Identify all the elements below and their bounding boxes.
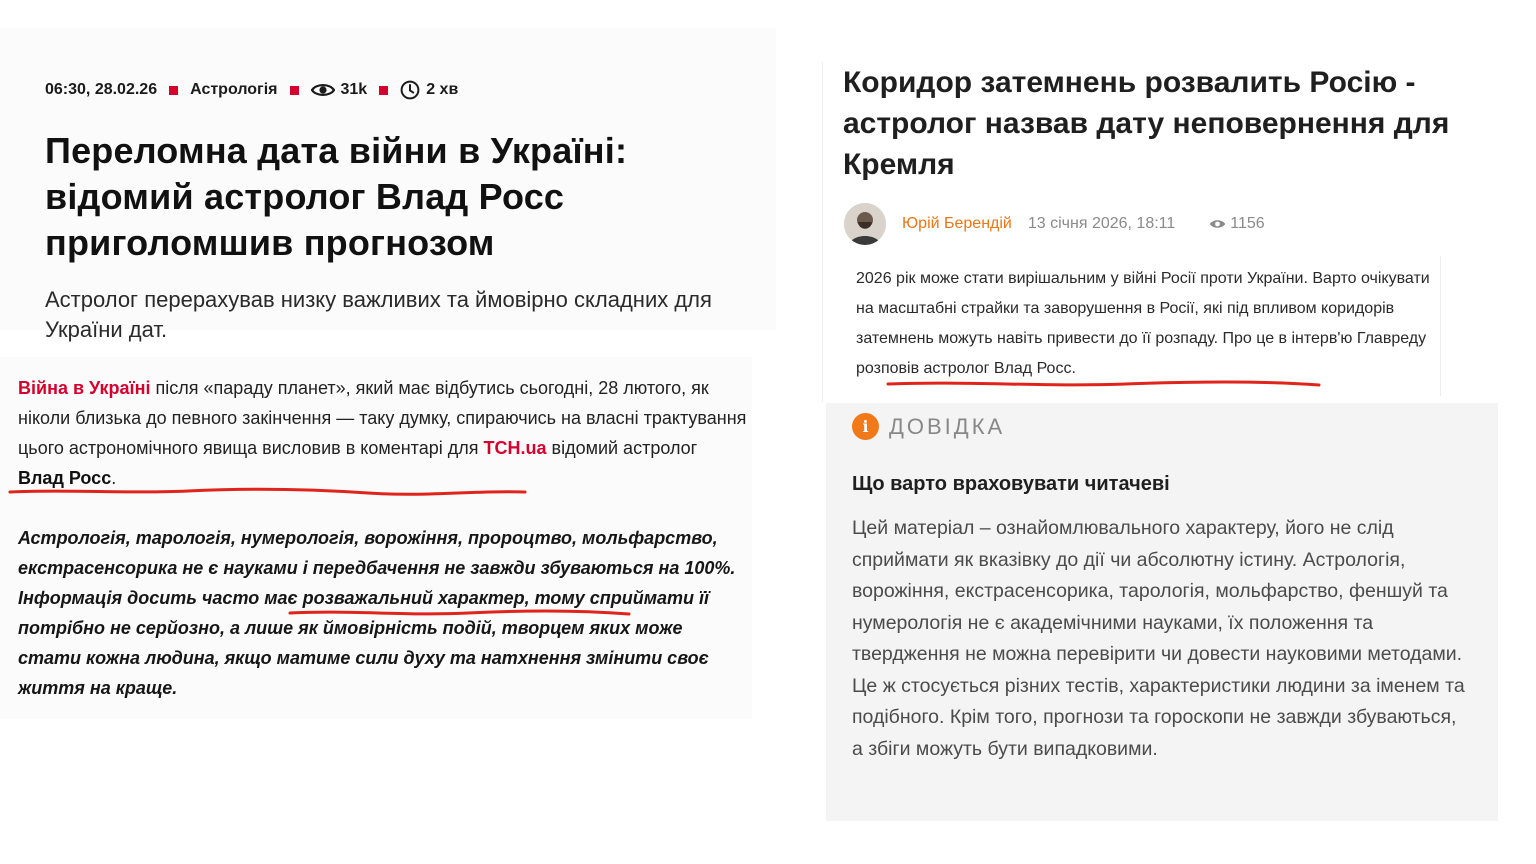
author-link[interactable]: Юрій Берендій — [902, 215, 1012, 232]
divider — [1440, 256, 1441, 396]
info-title: Що варто враховувати читачеві — [852, 473, 1170, 495]
red-underline-annotation — [288, 607, 632, 619]
views-value: 1156 — [1230, 215, 1265, 232]
eye-icon — [311, 82, 335, 98]
paragraph-text: . — [111, 468, 117, 488]
article-title: Переломна дата війни в Україні: відомий астролог Влад Росс приголомшив прогнозом — [45, 130, 628, 263]
info-label: ДОВІДКА — [889, 413, 1006, 439]
tsn-article-header — [0, 28, 776, 342]
tsn-link[interactable]: ТСН.ua — [483, 438, 547, 458]
separator-square — [379, 86, 388, 95]
tsn-article-body — [0, 357, 752, 719]
article-paragraph: 2026 рік може стати вирішальним у війні Росії проти України. Варто очікувати на масштабні страйки та заворушення в Росії, які під впливом коридорів затемнень можуть навіть привести до її розпаду. Про це в інтерв'ю Главреду розповів астролог Влад Росс. — [856, 270, 1430, 377]
astrologer-name: Влад Росс — [18, 468, 112, 488]
views-count — [1209, 215, 1264, 233]
views-count: 31k — [340, 81, 368, 98]
category-link[interactable]: Астрологія — [190, 81, 278, 98]
info-text: Цей матеріал – ознайомлювального характеру, його не слід сприймати як вказівку до дії чи абсолютну істину. Астрологія, ворожіння, екстрасенсорика, тарологія, мольфарство, феншуй та нумерологія не є академічними науками, їх положення та твердження не можна перевірити чи довести науковими методами. Це ж стосується різних тестів, характеристики людини за іменем та подібного. Крім того, прогнози та гороскопи не завжди збуваються, а збіги можуть бути випадковими. — [852, 517, 1465, 760]
paragraph-text: після «параду планет», який має відбутись сьогодні, 28 лютого, як ніколи близька до певного закінчення — таку думку, спираючись на власні трактування цього астрономічного явища висловив в коментарі для — [18, 378, 747, 458]
article-lead: Астролог перерахував низку важливих та ймовірно складних для України дат. — [45, 287, 712, 342]
author-row — [844, 202, 1265, 246]
info-header — [852, 413, 1005, 440]
separator-square — [290, 86, 299, 95]
separator-square — [169, 86, 178, 95]
war-in-ukraine-link[interactable]: Війна в Україні — [18, 378, 151, 398]
publish-time: 06:30, 28.02.26 — [45, 81, 158, 98]
read-time: 2 хв — [426, 81, 459, 98]
red-underline-annotation — [886, 378, 1322, 390]
article-paragraph — [18, 373, 748, 493]
publish-date: 13 січня 2026, 18:11 — [1027, 215, 1176, 232]
avatar[interactable] — [844, 203, 886, 245]
clock-icon — [400, 80, 420, 100]
paragraph-text: відомий астролог — [546, 438, 698, 458]
info-box — [826, 403, 1498, 821]
info-icon: i — [852, 413, 879, 440]
divider — [822, 62, 823, 402]
article-meta — [45, 80, 458, 100]
eye-icon — [1209, 218, 1226, 230]
article-title: Коридор затемнень розвалить Росію - астролог назвав дату неповернення для Кремля — [843, 66, 1450, 181]
disclaimer-paragraph: Астрологія, тарологія, нумерологія, ворожіння, пророцтво, мольфарство, екстрасенсорика не є науками і передбачення не завжди збуваються на 100%. Інформація досить часто має розважальний характер, тому сприймати її потрібно не серйозно, а лише як ймовірність подій, творцем яких може стати кожна людина, якщо матиме сили духу та натхнення змінити своє життя на краще. — [18, 528, 736, 698]
red-underline-annotation — [8, 485, 528, 499]
